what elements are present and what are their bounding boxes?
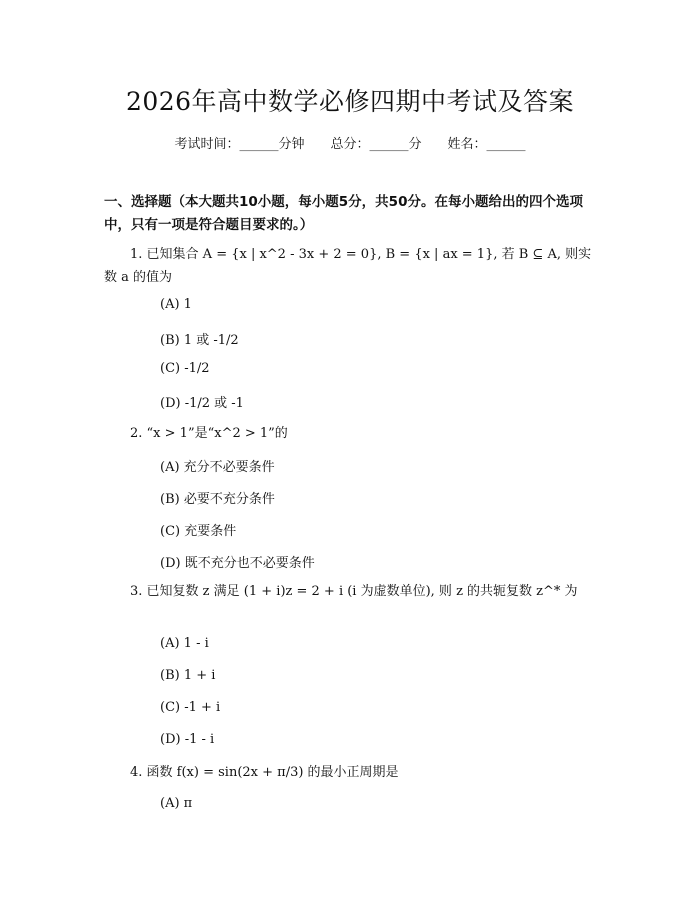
option: (A) π [160,796,193,811]
option: (D) -1 - i [160,732,215,747]
section-heading: 一、选择题（本大题共10小题，每小题5分，共50分。在每小题给出的四个选项中，只有一项是符合题目要求的。） [104,194,583,233]
question-text: 3. 已知复数 z 满足 (1 + i)z = 2 + i (i 为虚数单位), 则 z 的共轭复数 z^* 为 [130,584,578,599]
option: (A) 1 - i [160,636,209,651]
question-text: 4. 函数 f(x) = sin(2x + π/3) 的最小正周期是 [130,765,399,780]
exam-meta [0,133,700,152]
option: (A) 1 [160,297,192,312]
question-text: 2. “x > 1”是“x^2 > 1”的 [130,426,288,441]
option: (C) -1/2 [160,361,210,376]
option: (D) -1/2 或 -1 [160,396,244,411]
question-text: 1. 已知集合 A = {x | x^2 - 3x + 2 = 0}, B = {x | ax = 1}, 若 B ⊆ A, 则实数 a 的值为 [104,247,592,285]
option: (B) 1 或 -1/2 [160,333,239,348]
student-name: 姓名：______ [447,137,526,152]
option: (C) 充要条件 [160,524,237,539]
page-title: 2026年高中数学必修四期中考试及答案 [125,87,575,116]
exam-score: 总分：______分 [330,137,422,152]
option: (B) 必要不充分条件 [160,492,275,507]
option: (D) 既不充分也不必要条件 [160,556,315,571]
option: (C) -1 + i [160,700,221,715]
option: (B) 1 + i [160,668,216,683]
option: (A) 充分不必要条件 [160,460,275,475]
exam-time: 考试时间：______分钟 [174,137,305,152]
